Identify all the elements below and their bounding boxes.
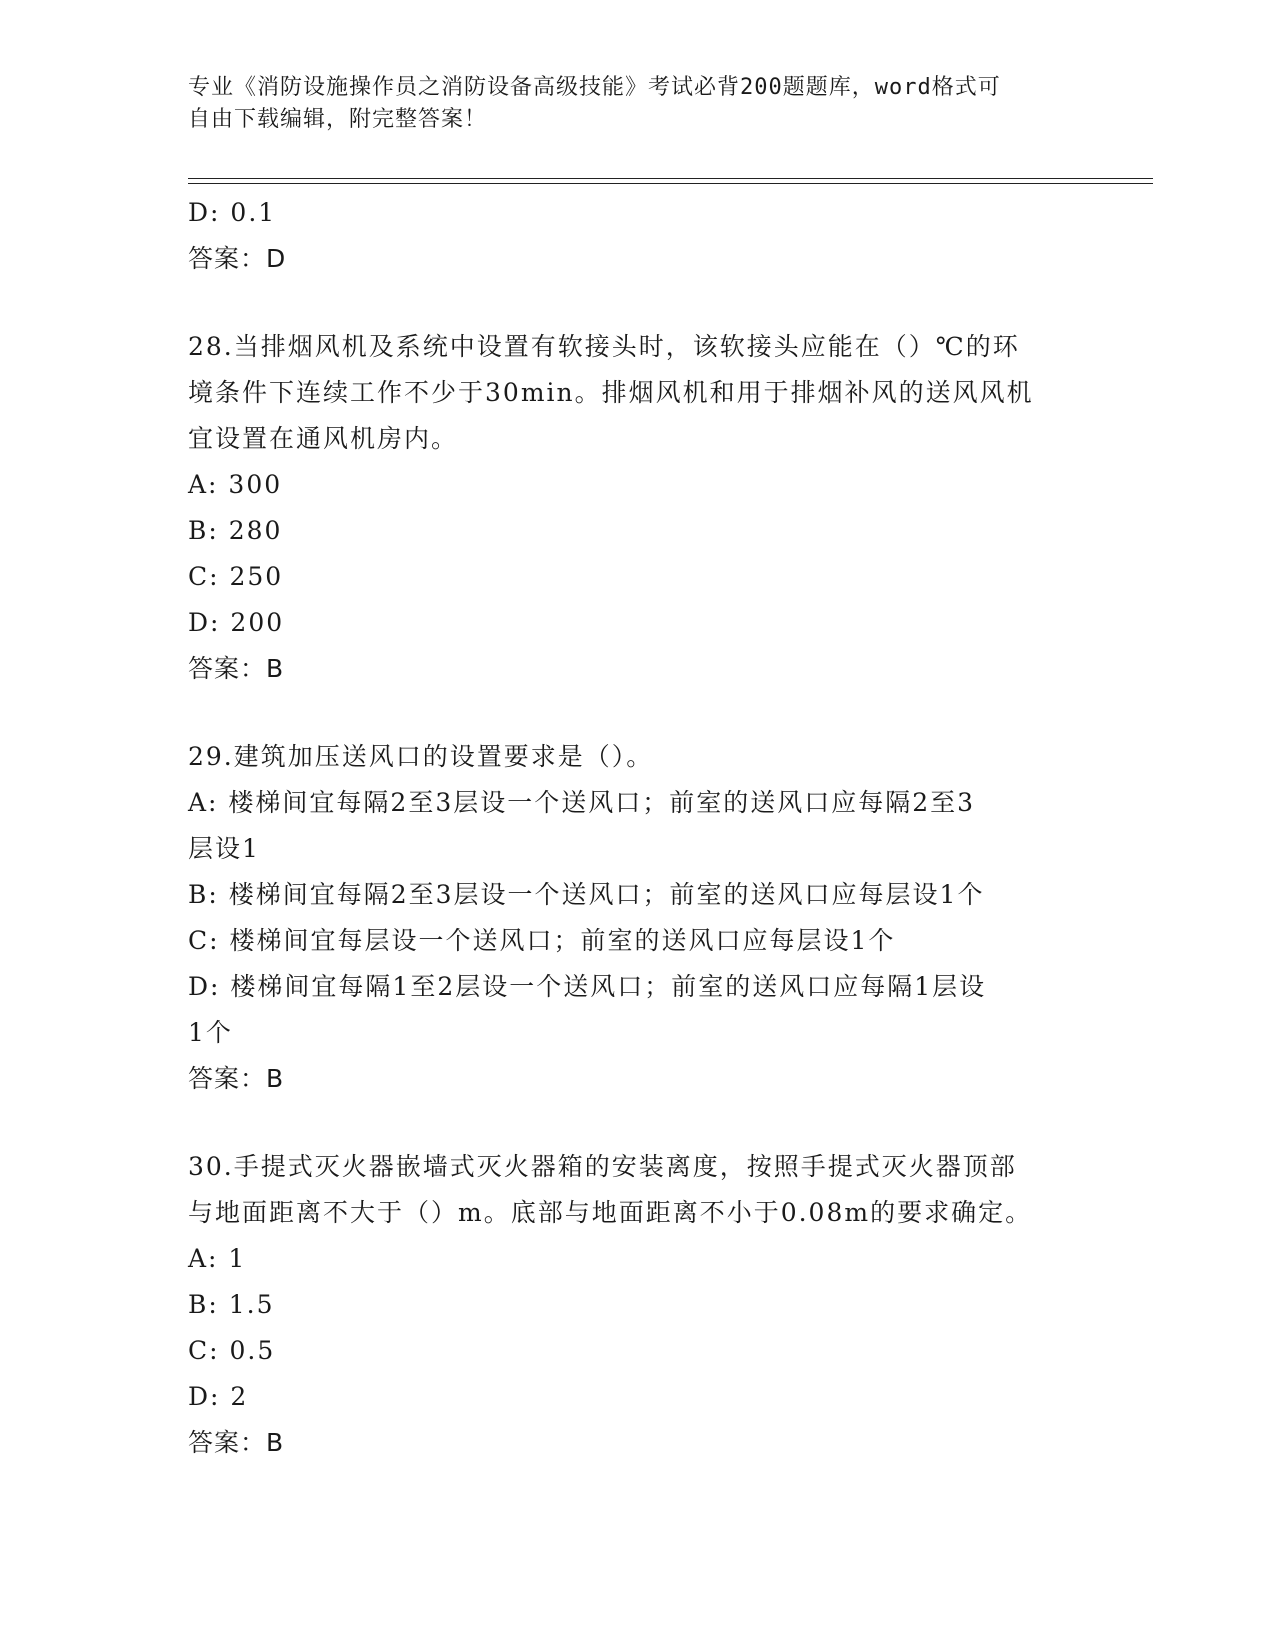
option-a: A: 1 — [188, 1244, 247, 1273]
option-a: A: 300 — [188, 470, 283, 499]
spacer — [188, 692, 1088, 734]
answer: 答案：B — [188, 654, 285, 683]
document-header — [188, 72, 1068, 136]
answer: 答案：B — [188, 1064, 285, 1093]
option-b: B: 1.5 — [188, 1290, 275, 1319]
option-d: D: 楼梯间宜每隔1至2层设一个送风口；前室的送风口应每隔1层设 — [188, 972, 987, 1001]
question-stem: 境条件下连续工作不少于30min。排烟风机和用于排烟补风的送风风机 — [188, 378, 1034, 407]
option-d: D: 2 — [188, 1382, 249, 1411]
option-c: C: 250 — [188, 562, 284, 591]
spacer — [188, 282, 1088, 324]
option-b: B: 楼梯间宜每隔2至3层设一个送风口；前室的送风口应每层设1个 — [188, 880, 985, 909]
header-line-2: 自由下载编辑，附完整答案！ — [188, 107, 488, 132]
question-stem: 30.手提式灭火器嵌墙式灭火器箱的安装离度，按照手提式灭火器顶部 — [188, 1152, 1017, 1181]
answer: 答案：B — [188, 1428, 285, 1457]
header-line-1: 专业《消防设施操作员之消防设备高级技能》考试必背200题题库，word格式可 — [188, 75, 1001, 100]
question-30 — [188, 1144, 1088, 1466]
question-29 — [188, 734, 1088, 1102]
document-body — [188, 190, 1088, 1466]
option-c: C: 楼梯间宜每层设一个送风口；前室的送风口应每层设1个 — [188, 926, 896, 955]
question-stem: 29.建筑加压送风口的设置要求是（）。 — [188, 742, 654, 771]
answer: 答案：D — [188, 244, 287, 273]
question-stem: 与地面距离不大于（）m。底部与地面距离不小于0.08m的要求确定。 — [188, 1198, 1033, 1227]
option-c: C: 0.5 — [188, 1336, 276, 1365]
header-rule-bottom — [188, 183, 1153, 184]
option-a-continued: 层设1 — [188, 834, 260, 863]
option-a: A: 楼梯间宜每隔2至3层设一个送风口；前室的送风口应每隔2至3 — [188, 788, 976, 817]
question-27-tail — [188, 190, 1088, 282]
option-d: D: 200 — [188, 608, 285, 637]
question-stem: 28.当排烟风机及系统中设置有软接头时，该软接头应能在（）℃的环 — [188, 332, 1020, 361]
option-b: B: 280 — [188, 516, 283, 545]
question-stem: 宜设置在通风机房内。 — [188, 424, 459, 453]
header-rule-top — [188, 178, 1153, 179]
spacer — [188, 1102, 1088, 1144]
question-28 — [188, 324, 1088, 692]
option-d: D: 0.1 — [188, 198, 277, 227]
option-d-continued: 1个 — [188, 1018, 233, 1047]
